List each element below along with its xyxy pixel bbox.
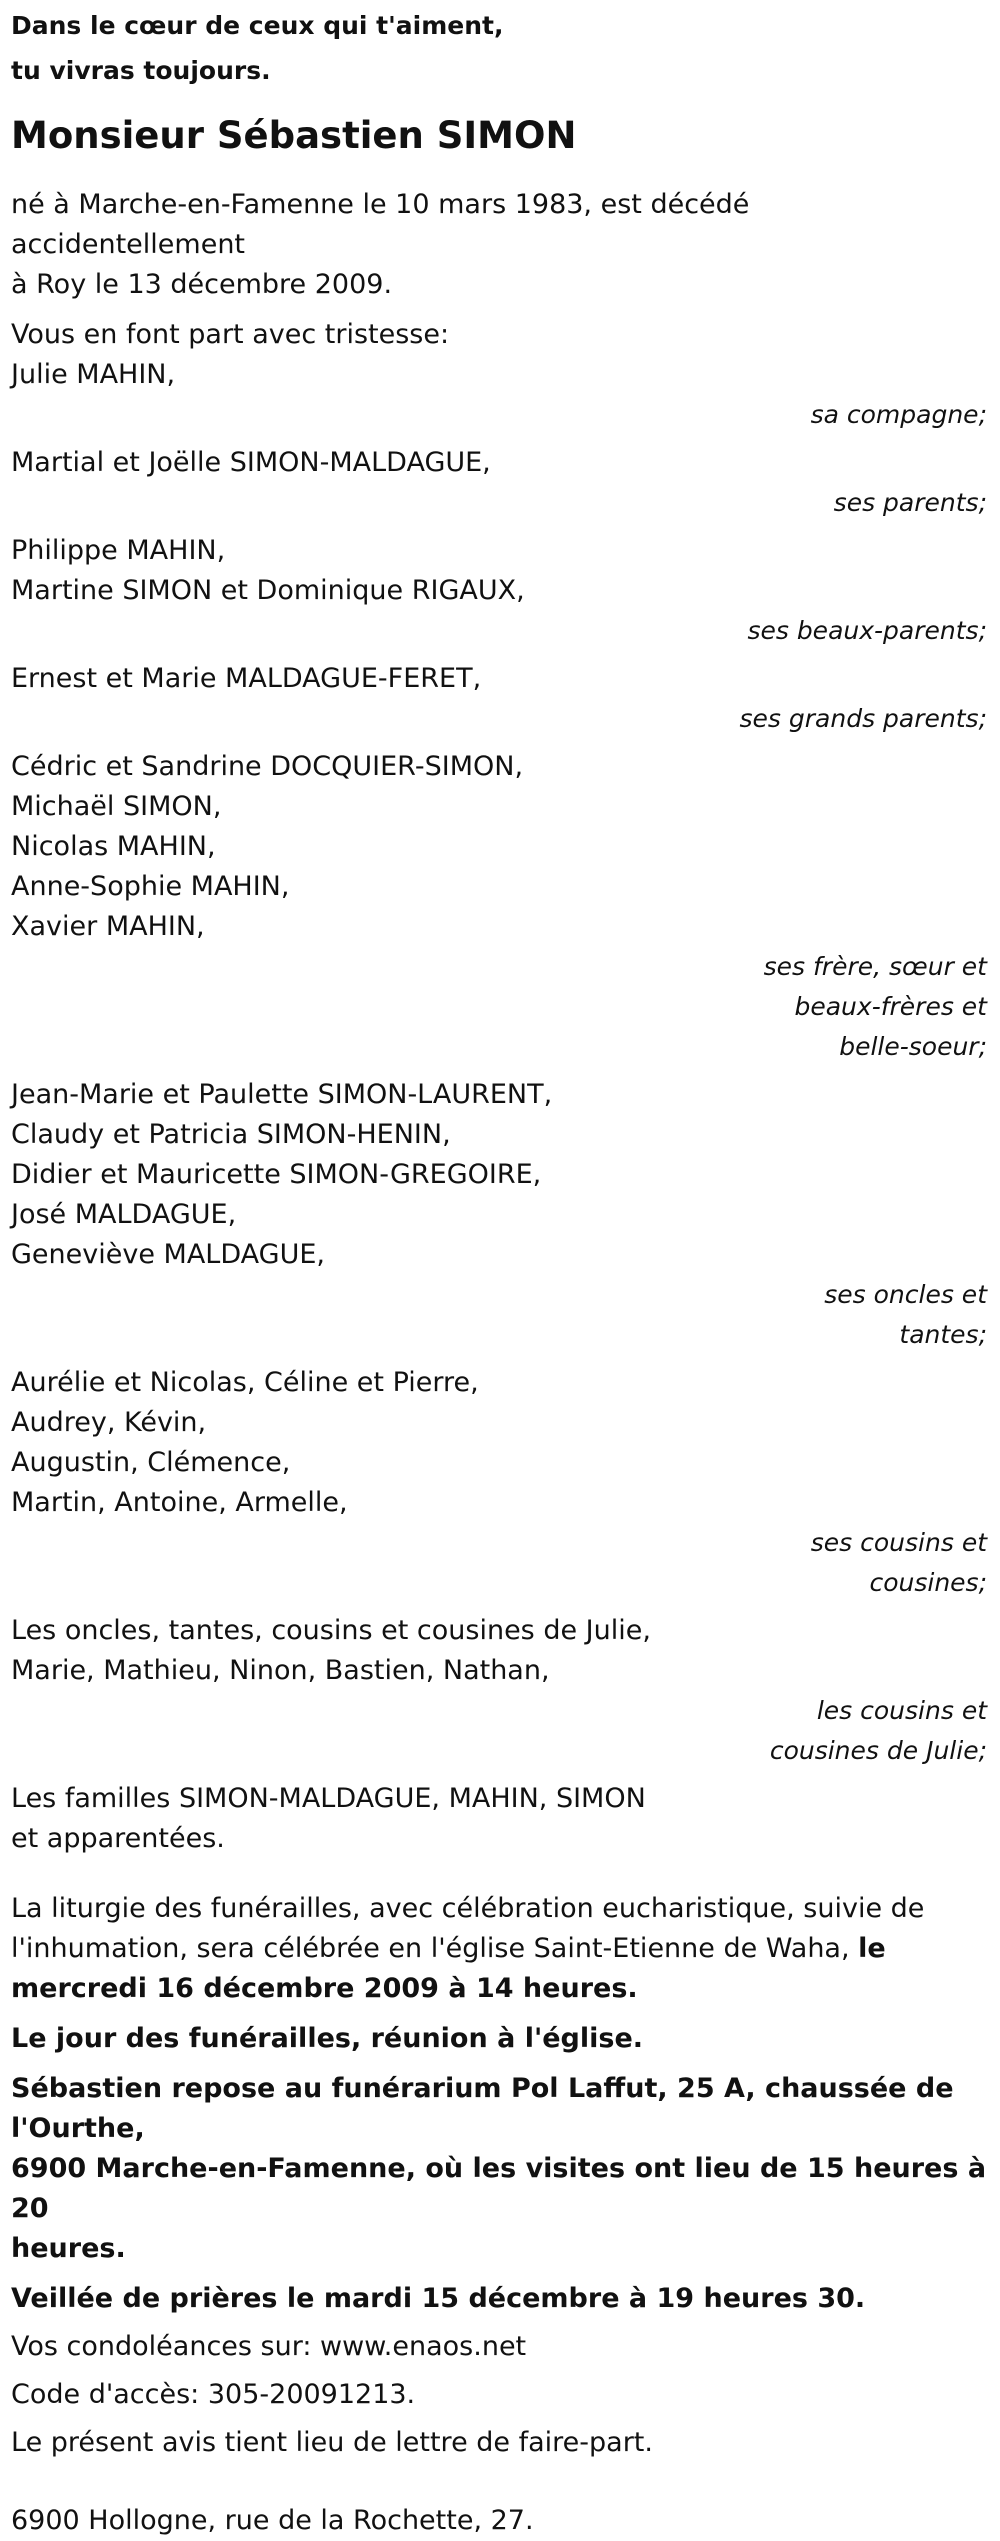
birth-death-text — [11, 185, 987, 305]
family-relation: ses parents; — [833, 488, 987, 517]
address-text: 6900 Hollogne, rue de la Rochette, 27. — [11, 2505, 534, 2536]
family-member-name: Aurélie et Nicolas, Céline et Pierre, — [11, 1367, 479, 1398]
family-member-name: et apparentées. — [11, 1823, 225, 1854]
family-list — [11, 355, 987, 1859]
family-group — [11, 1611, 987, 1771]
family-relation: sa compagne; — [810, 400, 987, 429]
family-member-name: Cédric et Sandrine DOCQUIER-SIMON, — [11, 751, 524, 782]
notice-text: Le présent avis tient lieu de lettre de faire-part. — [11, 2427, 653, 2458]
motto-line-2: tu vivras toujours. — [11, 56, 271, 85]
funeral-line-2-normal: l'inhumation, sera célébrée en l'église Saint-Etienne de Waha, — [11, 1933, 859, 1964]
family-member-name: José MALDAGUE, — [11, 1199, 237, 1230]
birth-death-line-1: né à Marche-en-Famenne le 10 mars 1983, est décédé accidentellement — [11, 189, 750, 260]
family-group — [11, 355, 987, 435]
family-relation: cousines; — [869, 1568, 987, 1597]
family-member-name: Ernest et Marie MALDAGUE-FERET, — [11, 663, 482, 694]
family-member-name: Les oncles, tantes, cousins et cousines de Julie, — [11, 1615, 651, 1646]
rest-line-3: heures. — [11, 2233, 126, 2264]
access-code-text: Code d'accès: 305-20091213. — [11, 2379, 416, 2410]
family-member-name: Claudy et Patricia SIMON-HENIN, — [11, 1119, 451, 1150]
rest-line-1: Sébastien repose au funérarium Pol Laffut, 25 A, chaussée de l'Ourthe, — [11, 2073, 954, 2144]
family-member-name: Julie MAHIN, — [11, 359, 176, 390]
family-member-name: Xavier MAHIN, — [11, 911, 205, 942]
family-relation: les cousins et — [816, 1696, 987, 1725]
vigil-text: Veillée de prières le mardi 15 décembre à 19 heures 30. — [11, 2283, 866, 2314]
condolences-text: Vos condoléances sur: www.enaos.net — [11, 2331, 527, 2362]
gathering-text: Le jour des funérailles, réunion à l'église. — [11, 2023, 644, 2054]
funeral-line-2-bold: le — [858, 1933, 886, 1964]
birth-death-line-2: à Roy le 13 décembre 2009. — [11, 269, 393, 300]
obituary-column — [11, 0, 987, 2541]
family-member-name: Michaël SIMON, — [11, 791, 222, 822]
family-member-name: Jean-Marie et Paulette SIMON-LAURENT, — [11, 1079, 553, 1110]
family-group — [11, 531, 987, 651]
family-member-name: Nicolas MAHIN, — [11, 831, 216, 862]
motto — [11, 3, 987, 93]
family-relation: belle-soeur; — [839, 1032, 987, 1061]
family-member-name: Audrey, Kévin, — [11, 1407, 207, 1438]
family-member-name: Les familles SIMON-MALDAGUE, MAHIN, SIMON — [11, 1783, 646, 1814]
funeral-date: mercredi 16 décembre 2009 à 14 heures. — [11, 1973, 638, 2004]
family-member-name: Martine SIMON et Dominique RIGAUX, — [11, 575, 525, 606]
family-relation: ses frère, sœur et — [763, 952, 987, 981]
family-group — [11, 1363, 987, 1603]
funeral-line-2 — [11, 1929, 987, 1969]
rest-line-2: 6900 Marche-en-Famenne, où les visites ont lieu de 15 heures à 20 — [11, 2153, 987, 2224]
family-member-name: Martial et Joëlle SIMON-MALDAGUE, — [11, 447, 491, 478]
family-group — [11, 1779, 987, 1859]
family-relation: ses oncles et — [824, 1280, 987, 1309]
family-member-name: Augustin, Clémence, — [11, 1447, 291, 1478]
family-member-name: Anne-Sophie MAHIN, — [11, 871, 290, 902]
family-group — [11, 1075, 987, 1355]
family-relation: ses beaux-parents; — [747, 616, 987, 645]
family-relation: beaux-frères et — [794, 992, 987, 1021]
funeral-text — [11, 1889, 987, 2009]
family-relation: ses grands parents; — [739, 704, 987, 733]
family-member-name: Martin, Antoine, Armelle, — [11, 1487, 348, 1518]
family-relation: cousines de Julie; — [769, 1736, 987, 1765]
deceased-name: Monsieur Sébastien SIMON — [11, 114, 577, 157]
family-relation: tantes; — [899, 1320, 987, 1349]
family-member-name: Didier et Mauricette SIMON-GREGOIRE, — [11, 1159, 542, 1190]
family-member-name: Marie, Mathieu, Ninon, Bastien, Nathan, — [11, 1655, 550, 1686]
announcement: Vous en font part avec tristesse: — [11, 319, 450, 350]
family-group — [11, 659, 987, 739]
family-member-name: Philippe MAHIN, — [11, 535, 226, 566]
family-relation: ses cousins et — [810, 1528, 987, 1557]
funeral-line-1: La liturgie des funérailles, avec célébration eucharistique, suivie de — [11, 1893, 925, 1924]
family-member-name: Geneviève MALDAGUE, — [11, 1239, 325, 1270]
motto-line-1: Dans le cœur de ceux qui t'aiment, — [11, 11, 504, 40]
family-group — [11, 747, 987, 1067]
rest-text — [11, 2069, 987, 2269]
family-group — [11, 443, 987, 523]
